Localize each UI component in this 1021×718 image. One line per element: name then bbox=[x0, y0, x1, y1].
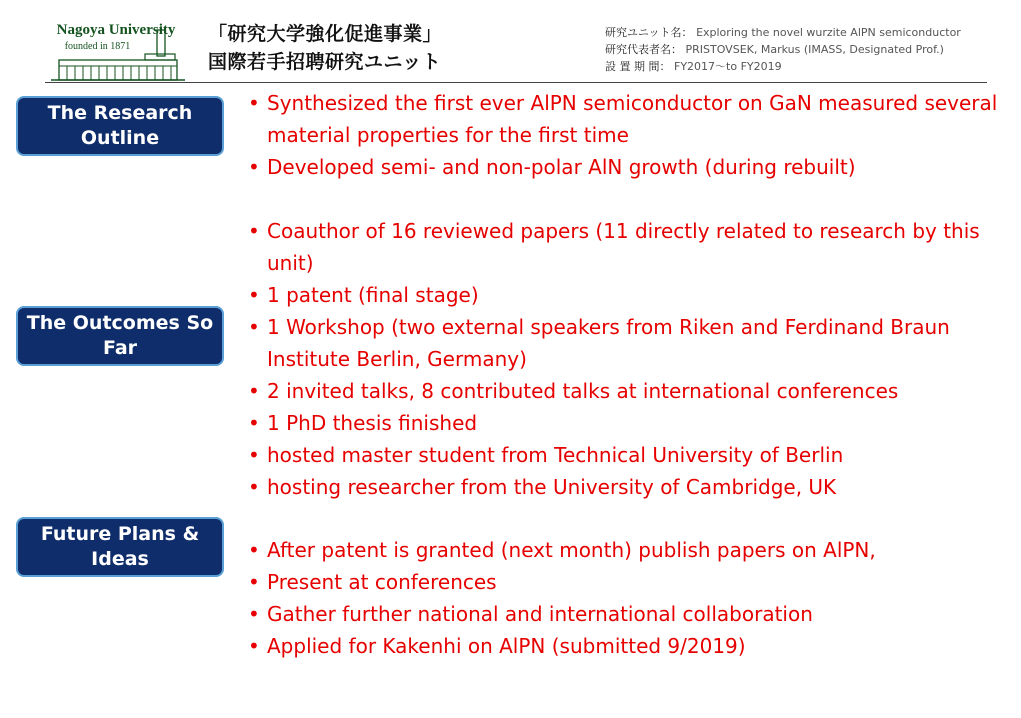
list-item: • Coauthor of 16 reviewed papers (11 directly related to research by this unit) bbox=[248, 215, 1008, 279]
list-item: • hosted master student from Technical University of Berlin bbox=[248, 439, 1008, 471]
list-item: • 2 invited talks, 8 contributed talks at international conferences bbox=[248, 375, 1008, 407]
future-plans-label: Future Plans & Ideas bbox=[16, 517, 224, 577]
list-item: • 1 PhD thesis finished bbox=[248, 407, 1008, 439]
unit-name-row bbox=[605, 24, 961, 41]
page-title bbox=[208, 20, 442, 76]
list-item: • Developed semi- and non-polar AlN growth (during rebuilt) bbox=[248, 151, 1008, 183]
title-line-1: 「研究大学強化促進事業」 bbox=[208, 23, 443, 45]
outcomes-label: The Outcomes So Far bbox=[16, 306, 224, 366]
representative-label: 研究代表者名： bbox=[605, 43, 682, 56]
future-plans-list bbox=[248, 534, 1008, 662]
unit-name-label: 研究ユニット名： bbox=[605, 26, 693, 39]
founded-year: founded in 1871 bbox=[64, 41, 131, 52]
unit-name-value: Exploring the novel wurzite AlPN semiconductor bbox=[696, 26, 961, 39]
representative-value: PRISTOVSEK, Markus (IMASS, Designated Prof.) bbox=[685, 43, 944, 56]
outcomes-list bbox=[248, 215, 1008, 503]
representative-row bbox=[605, 41, 961, 58]
research-outline-list bbox=[248, 87, 1008, 183]
list-item: • hosting researcher from the University of Cambridge, UK bbox=[248, 471, 1008, 503]
university-name: Nagoya University bbox=[56, 22, 176, 38]
title-line-2: 国際若手招聘研究ユニット bbox=[208, 51, 442, 73]
list-item: • Synthesized the first ever AlPN semiconductor on GaN measured several material properties for the first time bbox=[248, 87, 1008, 151]
list-item: • 1 patent (final stage) bbox=[248, 279, 1008, 311]
period-label: 設 置 期 間： bbox=[605, 60, 671, 73]
period-row bbox=[605, 58, 961, 75]
unit-meta bbox=[605, 24, 961, 75]
university-logo bbox=[45, 16, 187, 82]
list-item: • Applied for Kakenhi on AlPN (submitted 9/2019) bbox=[248, 630, 1008, 662]
header-divider bbox=[45, 82, 987, 83]
list-item: • Gather further national and international collaboration bbox=[248, 598, 1008, 630]
period-value: FY2017～to FY2019 bbox=[674, 60, 782, 73]
list-item: • After patent is granted (next month) publish papers on AlPN, bbox=[248, 534, 1008, 566]
research-outline-label: The Research Outline bbox=[16, 96, 224, 156]
list-item: • Present at conferences bbox=[248, 566, 1008, 598]
list-item: • 1 Workshop (two external speakers from Riken and Ferdinand Braun Institute Berlin, Germany) bbox=[248, 311, 1008, 375]
